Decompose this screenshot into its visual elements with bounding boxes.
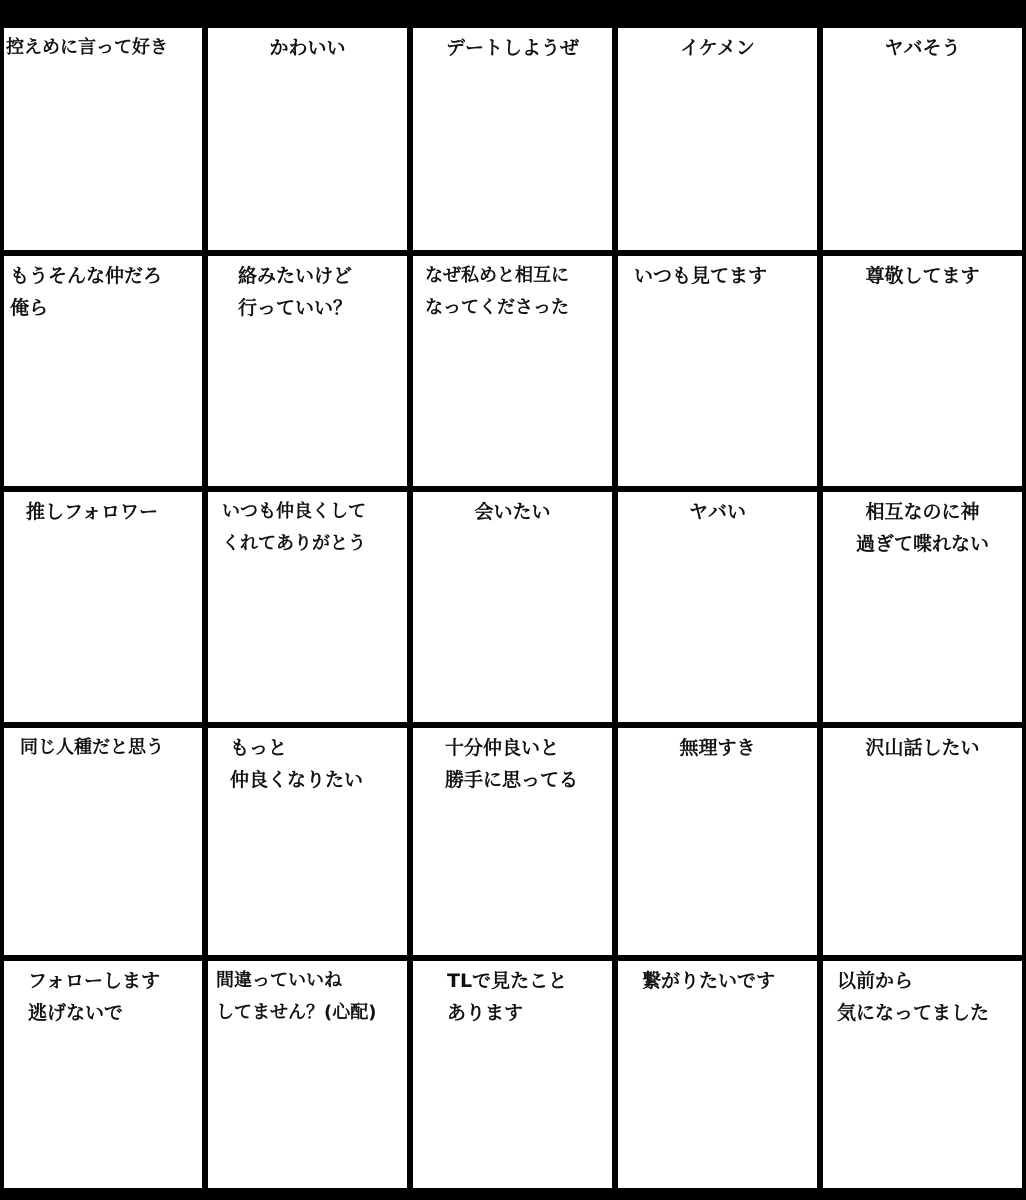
- grid-cell: [823, 28, 1022, 250]
- cell-label: 無理すき: [679, 737, 756, 759]
- cell-label: イケメン: [680, 37, 755, 59]
- cell-label: 同じ人種だと思う: [20, 737, 164, 758]
- grid-cell: [823, 728, 1022, 955]
- cell-label: ヤバい: [688, 501, 746, 523]
- grid-cell: [4, 728, 202, 955]
- grid-cell: [4, 28, 202, 250]
- grid-cell: [4, 256, 202, 486]
- cell-label: なぜ私めと相互に なってくださった: [425, 265, 569, 318]
- cell-label: 推しフォロワー: [26, 501, 159, 523]
- grid-cell: [413, 256, 612, 486]
- grid-cell: [618, 961, 817, 1188]
- cell-label: 尊敬してます: [865, 265, 980, 287]
- grid-cell: [208, 28, 407, 250]
- cell-label: かわいい: [269, 37, 346, 59]
- grid-cell: [618, 728, 817, 955]
- cell-label: いつも見てます: [634, 265, 768, 287]
- bingo-grid: [4, 28, 1022, 1188]
- grid-cell: [413, 961, 612, 1188]
- cell-label: TLで見たこと あります: [447, 970, 568, 1024]
- grid-cell: [208, 256, 407, 486]
- cell-label: 繋がりたいです: [642, 970, 776, 992]
- grid-cell: [208, 961, 407, 1188]
- cell-label: 間違っていいね してません？(心配): [216, 970, 377, 1023]
- grid-cell: [413, 728, 612, 955]
- cell-label: 会いたい: [474, 501, 551, 523]
- grid-cell: [413, 492, 612, 722]
- cell-label: 相互なのに神 過ぎて喋れない: [855, 501, 989, 555]
- grid-cell: [618, 492, 817, 722]
- grid-cell: [208, 492, 407, 722]
- cell-label: もっと 仲良くなりたい: [230, 737, 364, 791]
- grid-cell: [618, 256, 817, 486]
- cell-label: フォローします 逃げないで: [28, 970, 161, 1024]
- cell-label: 以前から 気になってました: [837, 970, 990, 1024]
- cell-label: もうそんな仲だろ 俺ら: [10, 265, 163, 319]
- cell-label: 絡みたいけど 行っていい？: [238, 265, 353, 319]
- grid-cell: [618, 28, 817, 250]
- grid-cell: [208, 728, 407, 955]
- cell-label: ヤバそう: [884, 37, 961, 59]
- grid-cell: [413, 28, 612, 250]
- cell-label: 控えめに言って好き: [6, 37, 168, 58]
- cell-label: 十分仲良いと 勝手に思ってる: [445, 737, 579, 791]
- grid-cell: [4, 492, 202, 722]
- grid-cell: [823, 256, 1022, 486]
- grid-cell: [823, 492, 1022, 722]
- cell-label: いつも仲良くして くれてありがとう: [222, 501, 366, 554]
- grid-cell: [823, 961, 1022, 1188]
- grid-cell: [4, 961, 202, 1188]
- cell-label: 沢山話したい: [865, 737, 980, 759]
- cell-label: デートしようぜ: [445, 37, 579, 59]
